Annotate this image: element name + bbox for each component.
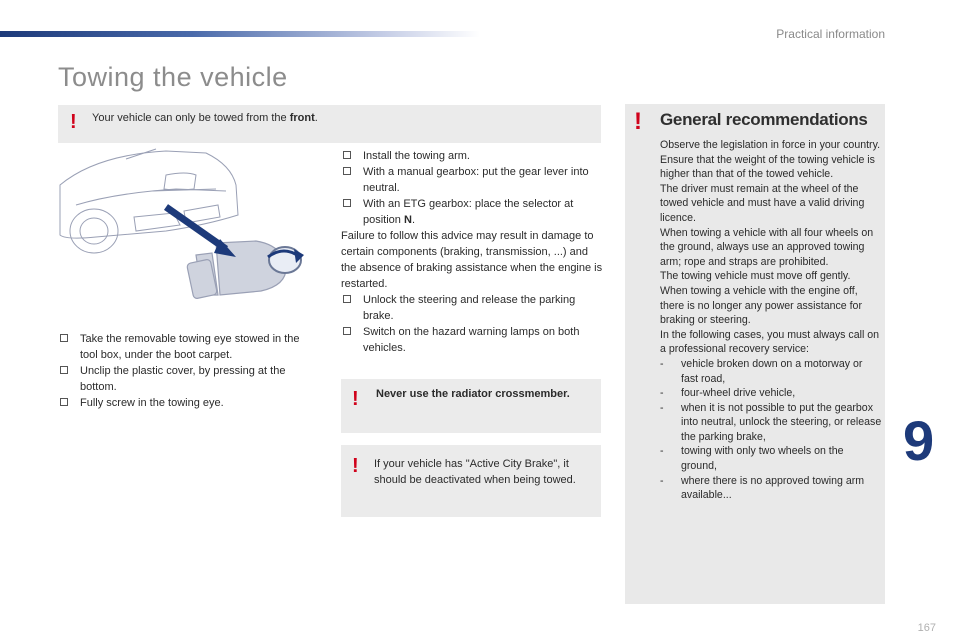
city-brake-warning-text: If your vehicle has "Active City Brake", it should be deactivated when being towed. [374, 458, 576, 486]
recommendation-paragraph: The driver must remain at the wheel of the towed vehicle and must have a valid driving licence. [660, 182, 865, 224]
list-item: Unlock the steering and release the parking brake. [341, 292, 603, 324]
list-item: - vehicle broken down on a motorway or fast road, [660, 357, 863, 385]
checkbox-bullet-icon [60, 334, 68, 342]
list-item: - towing with only two wheels on the ground, [660, 445, 844, 473]
checkbox-bullet-icon [60, 366, 68, 374]
recommendation-paragraph: When towing a vehicle with all four wheels on the ground, always use an approved towing arm; rope and straps are prohibited. [660, 226, 874, 268]
checkbox-bullet-icon [343, 327, 351, 335]
recommendation-paragraph: In the following cases, you must always call on a professional recovery service: [660, 328, 880, 356]
towing-eye-steps [58, 331, 320, 411]
list-item: Unclip the plastic cover, by pressing at the bottom. [58, 363, 320, 395]
final-steps [341, 292, 603, 356]
chapter-number: 9 [903, 409, 935, 472]
failure-warning-text: Failure to follow this advice may result in damage to certain components (braking, transmission, ...) and the absence of braking assistance when the engine is restarted. [341, 230, 603, 290]
list-item: - four-wheel drive vehicle, [660, 387, 796, 400]
radiator-warning-text: Never use the radiator crossmember. [376, 388, 570, 400]
exclamation-mark-icon: ! [634, 108, 642, 135]
checkbox-bullet-icon [60, 398, 68, 406]
recommendation-paragraph: Ensure that the weight of the towing vehicle is higher than that of the towed vehicle. [660, 153, 875, 181]
recommendations-text [660, 138, 882, 503]
checkbox-bullet-icon [343, 167, 351, 175]
exclamation-mark-icon: ! [70, 111, 77, 133]
list-item: Take the removable towing eye stowed in the tool box, under the boot carpet. [58, 331, 320, 363]
recommendation-paragraph: When towing a vehicle with the engine off, there is no longer any power assistance for braking or steering. [660, 284, 862, 327]
list-item: With an ETG gearbox: place the selector at position N. [341, 196, 603, 228]
recommendation-paragraph: Observe the legislation in force in your country. [660, 139, 881, 151]
towing-eye-illustration [56, 145, 318, 323]
checkbox-bullet-icon [343, 151, 351, 159]
towing-arm-steps [341, 148, 603, 228]
list-item: Install the towing arm. [341, 148, 603, 164]
list-item: Fully screw in the towing eye. [58, 395, 320, 411]
exclamation-mark-icon: ! [352, 388, 359, 410]
recommendations-title: General recommendations [660, 110, 868, 129]
page-title: Towing the vehicle [58, 62, 288, 92]
page-number: 167 [917, 622, 936, 634]
front-tow-warning-text: Your vehicle can only be towed from the front. [92, 112, 318, 124]
list-item: - when it is not possible to put the gearbox into neutral, unlock the steering, or release the parking brake, [660, 401, 882, 443]
exclamation-mark-icon: ! [352, 455, 359, 477]
checkbox-bullet-icon [343, 199, 351, 207]
checkbox-bullet-icon [343, 295, 351, 303]
recommendation-paragraph: The towing vehicle must move off gently. [660, 270, 851, 283]
list-item: With a manual gearbox: put the gear lever into neutral. [341, 164, 603, 196]
header-accent-bar [0, 31, 480, 37]
list-item: Switch on the hazard warning lamps on both vehicles. [341, 324, 603, 356]
section-title: Practical information [776, 27, 885, 41]
list-item: - where there is no approved towing arm available... [660, 474, 865, 502]
